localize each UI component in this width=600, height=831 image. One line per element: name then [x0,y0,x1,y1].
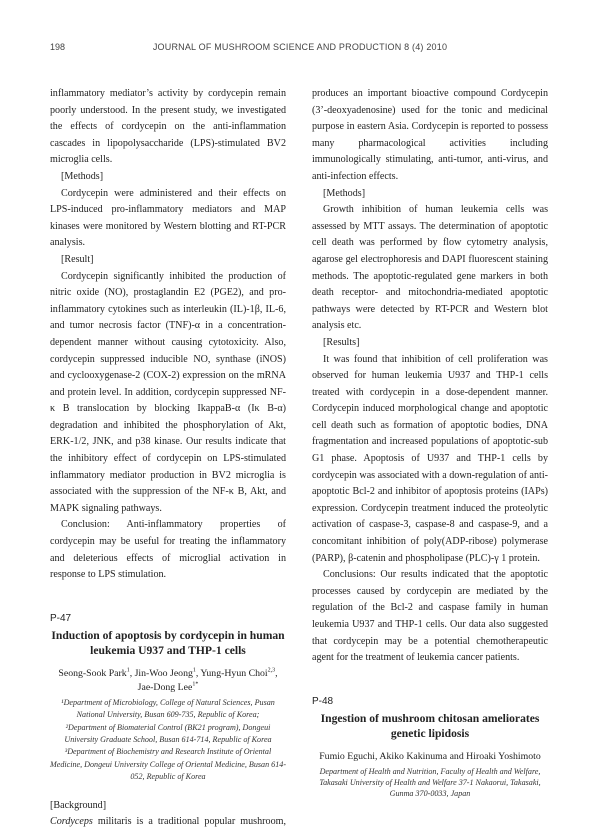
background-paragraph [50,814,286,831]
authors-p47 [50,667,286,695]
p47-intro-continued: inflammatory mediator’s activity by cordycepin remain poorly understood. In the present study, we investigated the effects of cordycepin on the anti-inflammation cascades in lipopolysaccharide (LPS)-stimulated BV2 microglia cells. [50,88,286,166]
result-heading: [Result] [61,253,94,265]
author-sup: 2,3 [267,667,276,674]
conclusions-text: Our results indicated that the apoptotic processes caused by cordycepin are mediated by the regulation of the Bcl-2 and caspase family in human leukemia U937 and THP-1 cells. Our data also suggested that cordycepin may be a potential chemotherapeutic agent for the treatment of leukemia cancer patients. [312,569,548,664]
left-column [50,86,286,831]
author-name: Seong-Sook Park [58,667,127,679]
background-text: militaris is a traditional popular mushroom, [92,816,286,828]
affiliations-p48 [312,766,548,800]
affiliation-line: Gunma 370-0033, Japan [389,789,471,799]
page-number: 198 [50,42,66,52]
affiliation-line: Takasaki University of Health and Welfare 37-1 Nakaorui, Takasaki, [319,777,541,787]
author-sup: 1* [192,681,199,688]
conclusion-text: Anti-inflammatory properties of cordycepin may be useful for treating the inflammatory and deleterious effects of microglial activation in response to LPS stimulation. [50,519,286,581]
running-header [50,42,550,56]
affiliation-3: ³Department of Biochemistry and Research Institute of Oriental Medicine, Dongeui University College of Oriental Medicine, Busan 614-052, Republic of Korea [50,747,287,782]
author-sup: 1 [126,667,130,674]
affiliation-line: Department of Health and Nutrition, Faculty of Health and Welfare, [319,766,541,776]
results-heading: [Results] [323,336,360,348]
conclusions-label: Conclusions: [323,569,376,581]
p47-background-continued: produces an important bioactive compound Cordycepin (3’-deoxyadenosine) used for the tonic and medicinal purpose in eastern Asia. Cordycepin is reported to possess many pharmacological activities including immunologically stimulating, anti-tumor, anti-virus, and anti-infection effects. [312,88,548,182]
conclusion-paragraph [50,517,286,583]
abstract-title-p48: Ingestion of mushroom chitosan ameliorates genetic lipidosis [320,711,540,740]
author-name: , [275,667,278,679]
affiliation-2: ²Department of Biomaterial Control (BK21 program), Dongeui University Graduate School, Busan 614-714, Republic of Korea [64,722,272,745]
conclusion-label: Conclusion: [61,519,110,531]
affiliations-p47 [50,697,286,784]
background-heading: [Background] [50,799,107,811]
abstract-id-p48: P-48 [312,695,334,707]
abstract-id-p47: P-47 [50,612,72,624]
affiliation-1: ¹Department of Microbiology, College of Natural Sciences, Pusan National University, Busan 609-735, Republic of Korea; [61,697,275,720]
methods-heading: [Methods] [61,170,104,182]
methods-paragraph: Growth inhibition of human leukemia cells was assessed by MTT assays. The determination of apoptotic cell death was performed by flow cytometry analysis, agarose gel electrophoresis and DAPI fluorescent staining methods. The apoptotic-regulated gene markers in both death receptor- and mitochondria-mediated apoptotic pathways were detected by RT-PCR and Western blot analysis etc. [312,204,548,332]
result-paragraph: Cordycepin significantly inhibited the production of nitric oxide (NO), prostaglandin E2 (PGE2), and pro-inflammatory cytokines such as interleukin (IL)-1β, IL-6, and tumor necrosis factor (TNF)-α in a concentration-dependent manner without causing cytotoxicity. Also, cordycepin suppressed inducible NO, synthase (iNOS) and cyclooxygenase-2 (COX-2) expression on the mRNA and protein level. In addition, cordycepin suppressed NF-κ B translocation by blocking IkappaB-α (Iκ B-α) degradation and inhibited the phosphorylation of Akt, ERK-1/2, JNK, and p38 kinase. Our results indicate that the inhibitory effect of cordycepin on LPS-stimulated inflammatory mediator production in BV2 microglia is associated with the suppression of the NF-κ B, Akt, and MAPK signaling pathways. [50,270,286,514]
conclusions-paragraph [312,567,548,667]
species-name: Cordyceps [50,816,93,828]
methods-heading: [Methods] [323,187,366,199]
author-name: Jae-Dong Lee [137,681,193,693]
journal-title: JOURNAL OF MUSHROOM SCIENCE AND PRODUCTION 8 (4) 2010 [152,42,448,52]
author-sup: 1 [192,667,196,674]
author-name: , Yung-Hyun Choi [195,667,268,679]
author-name: , Jin-Woo Jeong [129,667,193,679]
authors-p48: Fumio Eguchi, Akiko Kakinuma and Hiroaki Yoshimoto [319,750,541,762]
right-column [312,86,548,799]
abstract-title-p47: Induction of apoptosis by cordycepin in human leukemia U937 and THP-1 cells [51,628,285,657]
methods-paragraph: Cordycepin were administered and their effects on LPS-induced pro-inflammatory mediators and MAP kinases were monitored by Western blotting and RT-PCR analysis. [50,187,286,249]
results-paragraph: It was found that inhibition of cell proliferation was observed for human leukemia U937 and THP-1 cells treated with cordycepin in a dose-dependent manner. Cordycepin induced morphological change and apoptotic cell death such as formation of apoptotic bodies, DNA fragmentation and increased populations of apoptotic-sub G1 phase. Apoptosis of U937 and THP-1 cells by cordycepin was associated with a down-regulation of anti-apoptotic Bcl-2 and inhibitor of apoptosis proteins (IAPs) expression. Cordycepin treatment induced the proteolytic activation of caspase-3, caspase-8 and caspase-9, and a concomitant inhibition of poly(ADP-ribose) polymerase (PARP), β-catenin and phospholipase (PLC)-γ 1 protein. [312,353,548,564]
